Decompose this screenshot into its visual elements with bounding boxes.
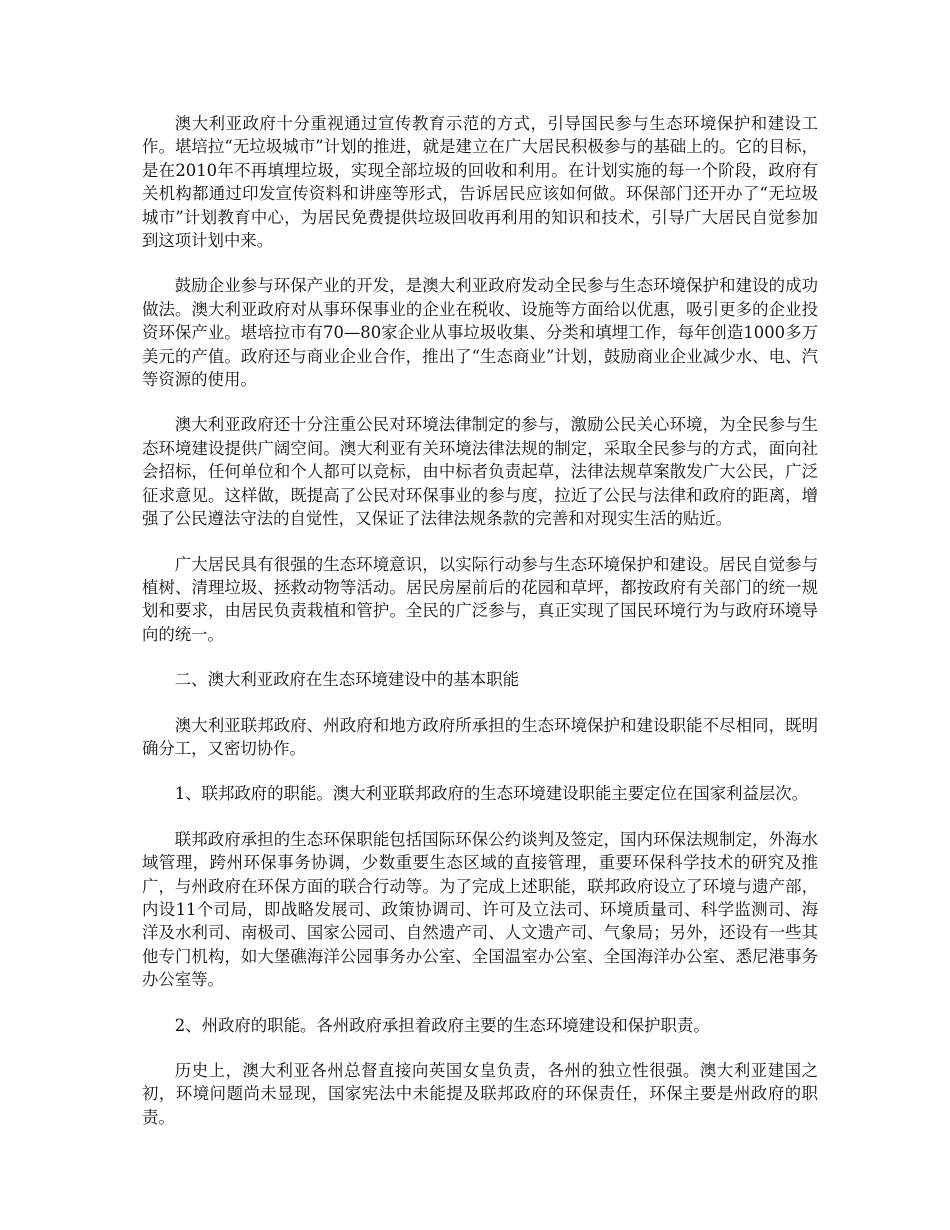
paragraph-federal-functions-detail: 联邦政府承担的生态环保职能包括国际环保公约谈判及签定，国内环保法规制定，外海水域管理，跨州环保事务协调，少数重要生态区域的直接管理，重要环保科学技术的研究及推广，与州政府在环保方面的联合行动等。为了完成上述职能，联邦政府设立了环境与遗产部，内设11个司局，即战略发展司、政策协调司、许可及立法司、环境质量司、科学监测司、海洋及水利司、南极司、国家公园司、自然遗产司、人文遗产司、气象局；另外，还设有一些其他专门机构，如大堡礁海洋公园事务办公室、全国温室办公室、全国海洋办公室、悉尼港事务办公室等。 [142, 829, 818, 990]
paragraph-public-education: 澳大利亚政府十分重视通过宣传教育示范的方式，引导国民参与生态环境保护和建设工作。堪培拉“无垃圾城市”计划的推进，就是建立在广大居民积极参与的基础上的。它的目标，是在2010年不再填埋垃圾，实现全部垃圾的回收和利用。在计划实施的每一个阶段，政府有关机构都通过印发宣传资料和讲座等形式，告诉居民应该如何做。环保部门还开办了“无垃圾城市”计划教育中心，为居民免费提供垃圾回收再利用的知识和技术，引导广大居民自觉参加到这项计划中来。 [142, 114, 818, 251]
paragraph-state-functions-heading: 2、州政府的职能。各州政府承担着政府主要的生态环境建设和保护职责。 [174, 1015, 710, 1035]
paragraph-enterprise-participation: 鼓励企业参与环保产业的开发，是澳大利亚政府发动全民参与生态环境保护和建设的成功做法。澳大利亚政府对从事环保事业的企业在税收、设施等方面给以优惠，吸引更多的企业投资环保产业。堪培拉市有70—80家企业从事垃圾收集、分类和填埋工作，每年创造1000多万美元的产值。政府还与商业企业合作，推出了“生态商业”计划，鼓励商业企业减少水、电、汽等资源的使用。 [142, 276, 818, 390]
document-body [142, 112, 818, 1151]
section-heading-government-functions: 二、澳大利亚政府在生态环境建设中的基本职能 [174, 670, 519, 690]
paragraph-legislation-participation: 澳大利亚政府还十分注重公民对环境法律制定的参与，激励公民关心环境，为全民参与生态环境建设提供广阔空间。澳大利亚有关环境法律法规的制定，采取全民参与的方式，面向社会招标，任何单位和个人都可以竞标，由中标者负责起草，法律法规草案散发广大公民，广泛征求意见。这样做，既提高了公民对环保事业的参与度，拉近了公民与法律和政府的距离，增强了公民遵法守法的自觉性，又保证了法律法规条款的完善和对现实生活的贴近。 [142, 415, 818, 529]
paragraph-federal-functions-heading: 1、联邦政府的职能。澳大利亚联邦政府的生态环境建设职能主要定位在国家利益层次。 [174, 784, 809, 804]
paragraph-division-of-duties: 澳大利亚联邦政府、州政府和地方政府所承担的生态环境保护和建设职能不尽相同，既明确分工，又密切协作。 [142, 715, 818, 758]
paragraph-resident-awareness: 广大居民具有很强的生态环境意识，以实际行动参与生态环境保护和建设。居民自觉参与植树、清理垃圾、拯救动物等活动。居民房屋前后的花园和草坪，都按政府有关部门的统一规划和要求，由居民负责栽植和管护。全民的广泛参与，真正实现了国民环境行为与政府环境导向的统一。 [142, 554, 818, 644]
paragraph-state-history: 历史上，澳大利亚各州总督直接向英国女皇负责，各州的独立性很强。澳大利亚建国之初，环境问题尚未显现，国家宪法中未能提及联邦政府的环保责任，环保主要是州政府的职责。 [142, 1061, 818, 1127]
